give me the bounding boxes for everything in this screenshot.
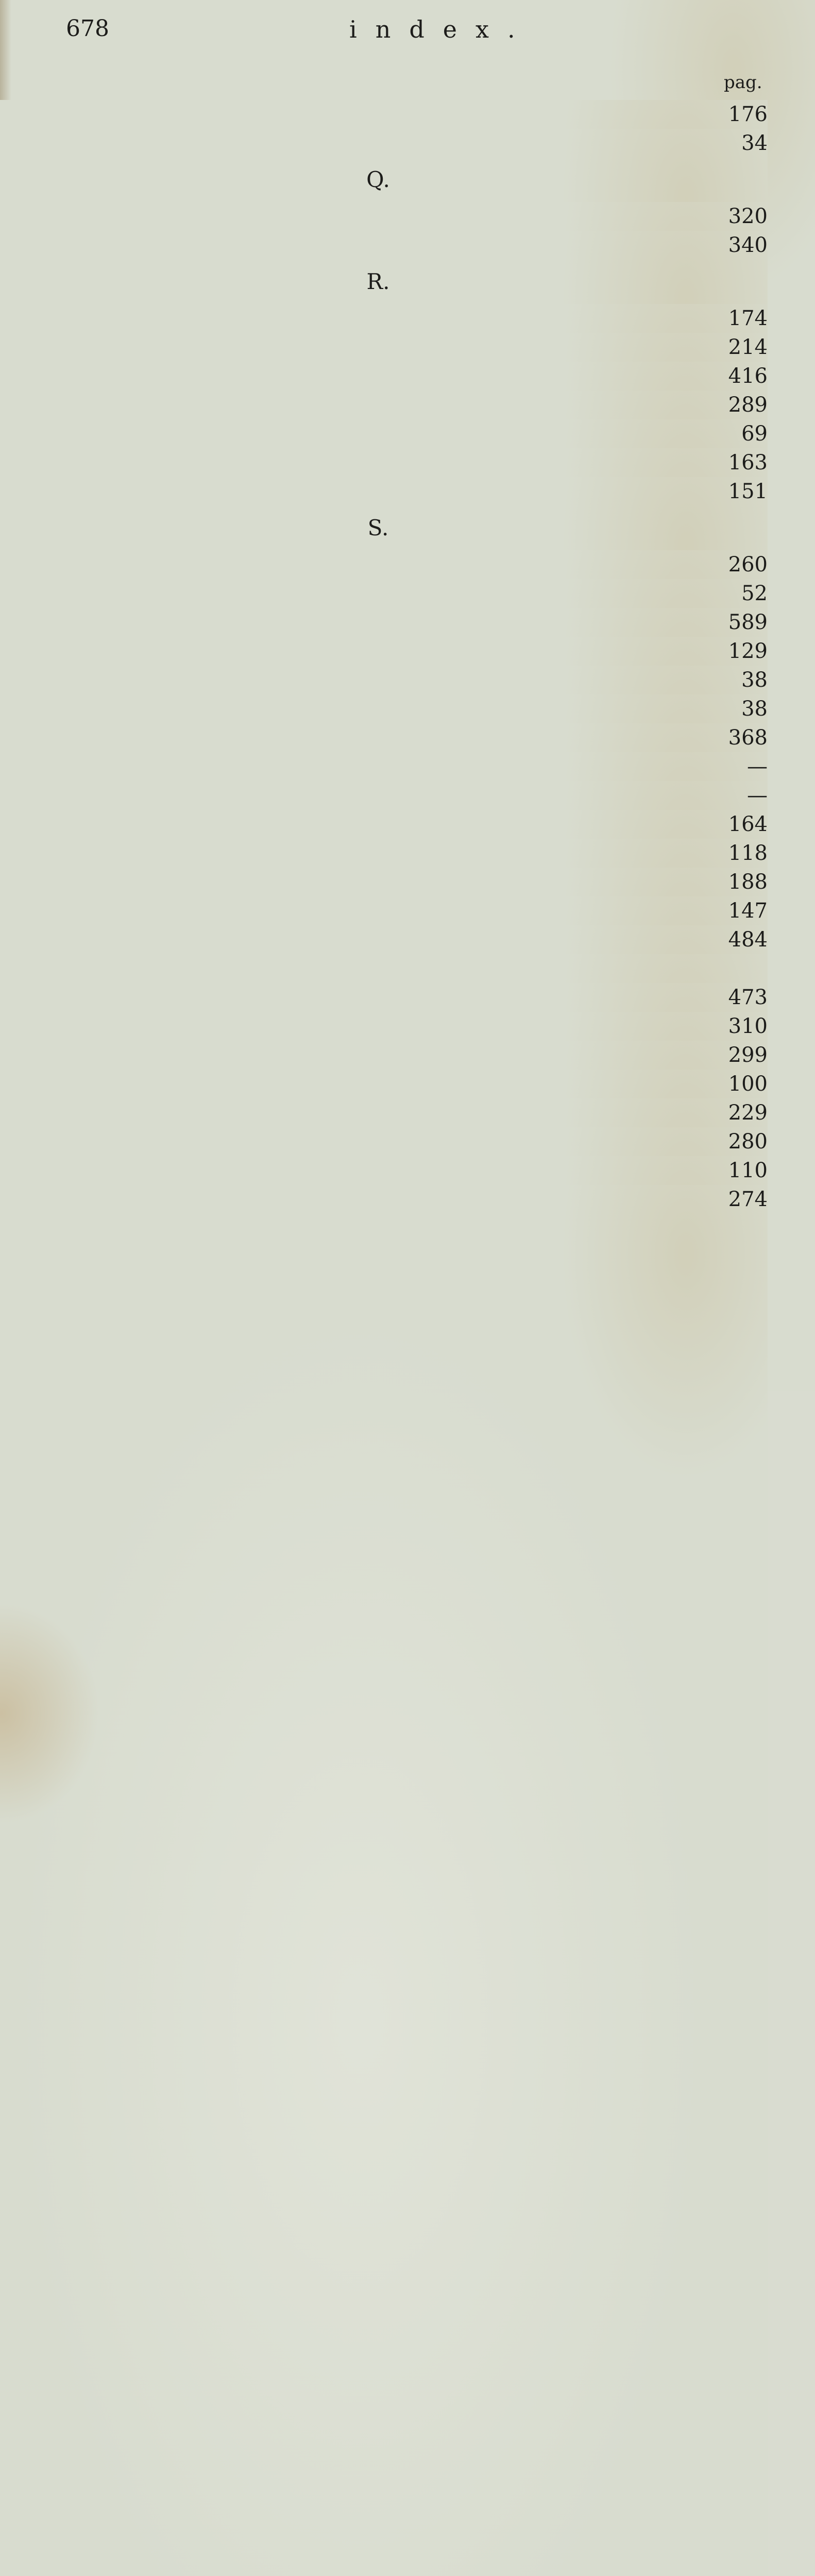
- index-entry: [66, 362, 768, 391]
- entry-page-number: 274: [0, 1185, 768, 2576]
- entry-page-number: —: [0, 781, 768, 2172]
- index-entry: [66, 129, 768, 158]
- entry-page-number: 52: [0, 579, 768, 1970]
- index-entry: [66, 550, 768, 579]
- index-entry: [66, 1041, 768, 1070]
- index-entry: [66, 202, 768, 231]
- entry-page-number: 163: [0, 448, 768, 1839]
- entry-page-number: 38: [0, 694, 768, 2086]
- entry-page-number: 416: [0, 362, 768, 1753]
- running-title: index.: [349, 15, 534, 43]
- index-entry: [66, 333, 768, 362]
- pag-column-label: pag.: [724, 72, 762, 93]
- section-letter: Q.: [366, 167, 390, 192]
- entry-page-number: 320: [0, 202, 768, 1593]
- entry-page-number: 484: [0, 925, 768, 2316]
- entry-page-number: 100: [0, 1070, 768, 2461]
- entry-page-number: 118: [0, 839, 768, 2230]
- entry-page-number: 310: [0, 1012, 768, 2403]
- entry-page-number: 176: [0, 100, 768, 1491]
- entry-page-number: 280: [0, 1127, 768, 2518]
- entry-page-number: 260: [0, 550, 768, 1941]
- index-entry: [66, 925, 768, 954]
- entry-page-number: 340: [0, 231, 768, 1622]
- index-list: [66, 100, 768, 1214]
- page-header: [66, 15, 767, 52]
- index-entry: [66, 839, 768, 868]
- entry-page-number: 214: [0, 333, 768, 1724]
- index-entry: [66, 1156, 768, 1185]
- section-letter: S.: [367, 515, 389, 540]
- index-entry: [66, 477, 768, 506]
- entry-page-number: 129: [0, 637, 768, 2028]
- index-entry: [66, 100, 768, 129]
- entry-page-number: 229: [0, 1098, 768, 2489]
- section-letter: R.: [366, 269, 390, 294]
- entry-page-number: 299: [0, 1041, 768, 2432]
- index-entry: [66, 694, 768, 723]
- entry-page-number: 289: [0, 391, 768, 1782]
- index-entry: [66, 1098, 768, 1127]
- entry-page-number: 151: [0, 477, 768, 1868]
- index-entry: [66, 231, 768, 260]
- index-entry: [66, 1127, 768, 1156]
- entry-page-number: 188: [0, 868, 768, 2259]
- index-entry: [66, 896, 768, 925]
- entry-page-number: 164: [0, 810, 768, 2201]
- index-entry: [66, 781, 768, 810]
- index-entry: [66, 448, 768, 477]
- index-entry: [66, 304, 768, 333]
- entry-page-number: 69: [0, 419, 768, 1810]
- entry-page-number: 473: [0, 983, 768, 2374]
- index-entry: [66, 1185, 768, 1214]
- entry-page-number: 174: [0, 304, 768, 1695]
- index-entry: [66, 666, 768, 694]
- entry-page-number: 38: [0, 666, 768, 2057]
- index-entry: [66, 1070, 768, 1098]
- index-entry: [66, 983, 768, 1012]
- index-entry: [66, 752, 768, 781]
- entry-page-number: 589: [0, 608, 768, 1999]
- index-entry: [66, 391, 768, 419]
- index-entry: [66, 579, 768, 608]
- index-entry: [66, 723, 768, 752]
- index-entry: [66, 637, 768, 666]
- index-entry: [66, 419, 768, 448]
- entry-page-number: 34: [0, 129, 768, 1520]
- entry-page-number: 147: [0, 896, 768, 2287]
- entry-page-number: —: [0, 752, 768, 2143]
- page-number: 678: [66, 15, 109, 42]
- index-entry: [66, 608, 768, 637]
- index-entry: [66, 954, 768, 983]
- index-entry: [66, 1012, 768, 1041]
- index-entry: [66, 868, 768, 896]
- entry-page-number: 368: [0, 723, 768, 2114]
- index-entry: [66, 810, 768, 839]
- entry-page-number: 110: [0, 1156, 768, 2547]
